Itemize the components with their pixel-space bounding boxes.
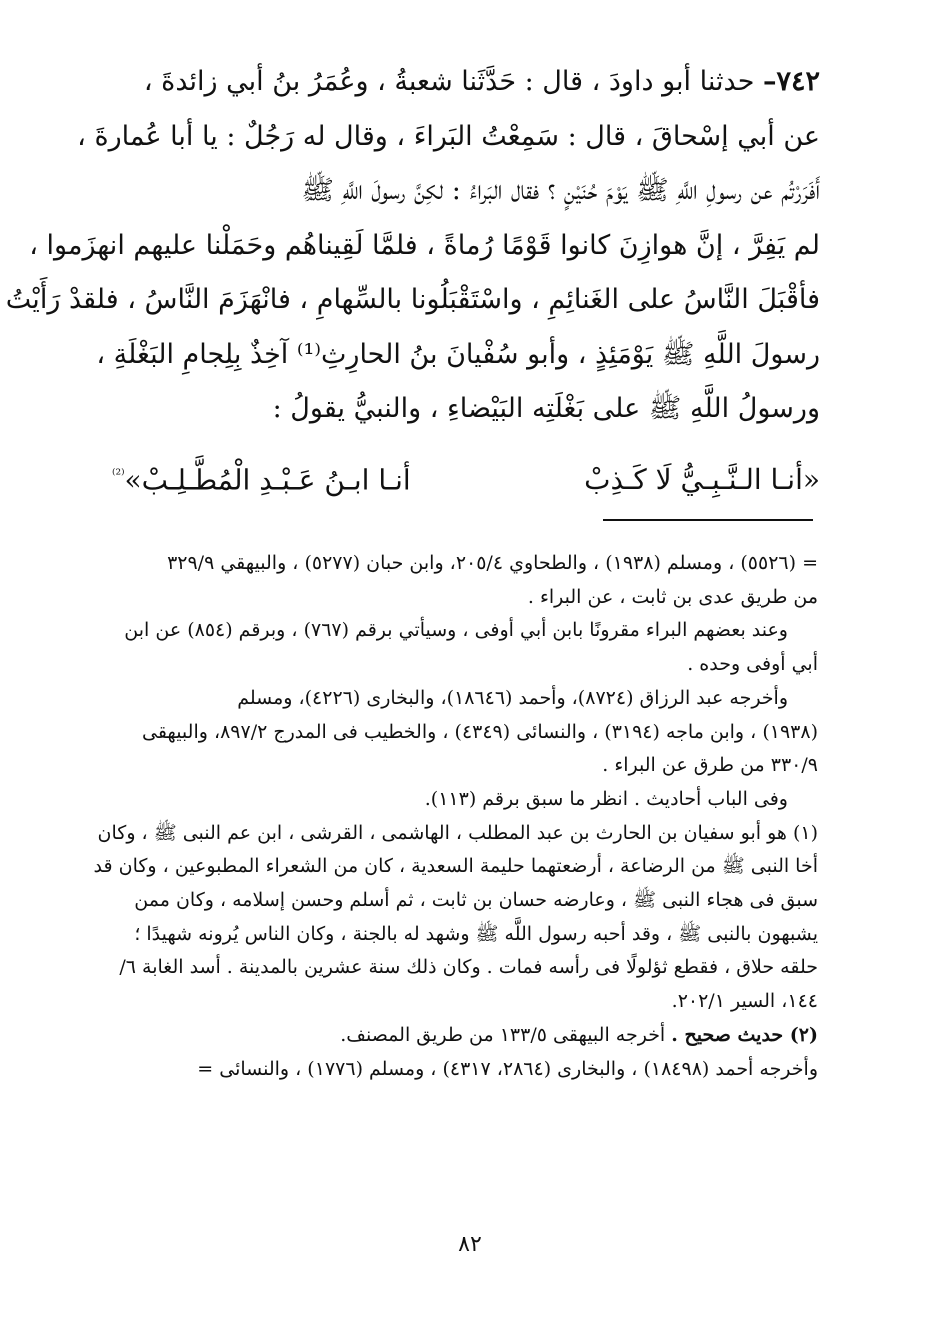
footnote-2-line: وأخرجه أحمد (١٨٤٩٨) ، والبخارى (٢٨٦٤، ٤٣١٧) ، ومسلم (١٧٧٦) ، والنسائى = xyxy=(197,1057,818,1080)
hadith-text xyxy=(5,55,820,437)
hadith-line-6: رسولَ اللَّهِ ﷺ يَوْمَئِذٍ ، وأبو سُفْيانَ بنُ الحارِثِ⁽¹⁾ آخِذٌ بِلِجامِ البَغْلَةِ ، xyxy=(96,338,820,370)
hadith-line-7: ورسولُ اللَّهِ ﷺ على بَغْلَتِه البَيْضاءِ ، والنبيُّ يقولُ : xyxy=(272,393,820,424)
footnote-line: أبي أوفى وحده . xyxy=(687,653,818,676)
footnote-1-line: أخا النبى ﷺ من الرضاعة ، أرضعتهما حليمة السعدية ، كان من الشعراء المطبوعين ، وكان قد xyxy=(93,855,818,878)
poem-hemistich-1: «أنـا الـنَّـبِـيُّ لَا كَـذِبْ xyxy=(584,463,820,497)
page-number: ٨٢ xyxy=(458,1232,482,1257)
hadith-line-1: ٧٤٢– حدثنا أبو داودَ ، قال : حَدَّثَنا شعبةُ ، وعُمَرُ بنُ أبي زائدةَ ، xyxy=(143,66,820,97)
footnote-line: (١٩٣٨) ، وابن ماجه (٣١٩٤) ، والنسائى (٤٣٤٩) ، والخطيب فى المدرج ٨٩٧/٢، والبيهقى xyxy=(141,720,818,743)
hadith-line-3: أَفَرَرْتُم عن رسولِ اللَّهِ ﷺ يَوْمَ حُنَيْنٍ ؟ فقال البَراءُ : لكِنَّ رسولَ اللَّهِ ﷺ xyxy=(301,175,820,206)
poem-hemistich-2: أنـا ابـنُ عَـبْـدِ الْمُطَّـلِـبْ» xyxy=(124,463,411,497)
footnote-2-label: (٢) حديث صحيح . xyxy=(671,1023,818,1046)
footnote-line: من طريق عدى بن ثابت ، عن البراء . xyxy=(527,585,818,608)
hadith-line-4: لم يَفِرَّ ، إنَّ هوازِنَ كانوا قَوْمًا رُماةً ، فلمَّا لَقِيناهُم وحَمَلْنا عليهم انهزَموا ، xyxy=(29,229,820,261)
poem-verse xyxy=(112,448,820,507)
footnotes xyxy=(95,547,818,1086)
footnote-line: وعند بعضهم البراء مقرونًا بابن أبي أوفى ، وسيأتي برقم (٧٦٧) ، وبرقم (٨٥٤) عن ابن xyxy=(124,619,788,642)
footnote-line: = (٥٥٢٦) ، ومسلم (١٩٣٨) ، والطحاوي ٢٠٥/٤، وابن حبان (٥٢٧٧) ، والبيهقي ٣٢٩/٩ xyxy=(167,552,818,574)
footnote-divider xyxy=(603,519,813,521)
footnote-line: وفى الباب أحاديث . انظر ما سبق برقم (١١٣). xyxy=(424,787,788,810)
footnote-1-line: ١٤٤، السير ٢٠٢/١. xyxy=(671,990,818,1013)
footnote-1-line: حلقه حلاق ، فقطع ثؤلولًا فى رأسه فمات . وكان ذلك سنة عشرين بالمدينة . أسد الغابة ٦/ xyxy=(119,956,818,979)
footnote-1-line: يشبهون بالنبى ﷺ ، وقد أحبه رسول اللَّه ﷺ وشهد له بالجنة ، وكان الناس يُرونه شهيدًا ؛ xyxy=(134,922,818,945)
hadith-line-5: فأقْبَلَ النَّاسُ على الغَنائِمِ ، واسْتَقْبَلُونا بالسِّهامِ ، فانْهَزَمَ النَّاسُ ، فلقدْ رَأَيْتُ xyxy=(5,284,820,315)
hadith-number: ٧٤٢– xyxy=(762,66,820,97)
footnote-2-line: (٢) حديث صحيح . أخرجه البيهقى ١٣٣/٥ من طريق المصنف. xyxy=(340,1023,818,1046)
footnote-line: وأخرجه عبد الرزاق (٨٧٢٤)، وأحمد (١٨٦٤٦)، والبخارى (٤٢٢٦)، ومسلم xyxy=(237,686,788,709)
footnote-1-line: (١) هو أبو سفيان بن الحارث بن عبد المطلب ، الهاشمى ، القرشى ، ابن عم النبى ﷺ ، وكان xyxy=(97,821,818,844)
footnote-line: ٣٣٠/٩ من طرق عن البراء . xyxy=(602,754,818,777)
hadith-line-2: عن أبي إسْحاقَ ، قال : سَمِعْتُ البَراءَ ، وقال له رَجُلٌ : يا أبا عُمارةَ ، xyxy=(77,120,820,152)
poem-footnote-ref: ⁽²⁾ xyxy=(112,467,125,483)
poem-hemistich-2-wrap xyxy=(112,448,411,507)
footnote-1-line: سبق فى هجاء النبى ﷺ ، وعارضه حسان بن ثابت ، ثم أسلم وحسن إسلامه ، وكان ممن xyxy=(134,889,818,912)
